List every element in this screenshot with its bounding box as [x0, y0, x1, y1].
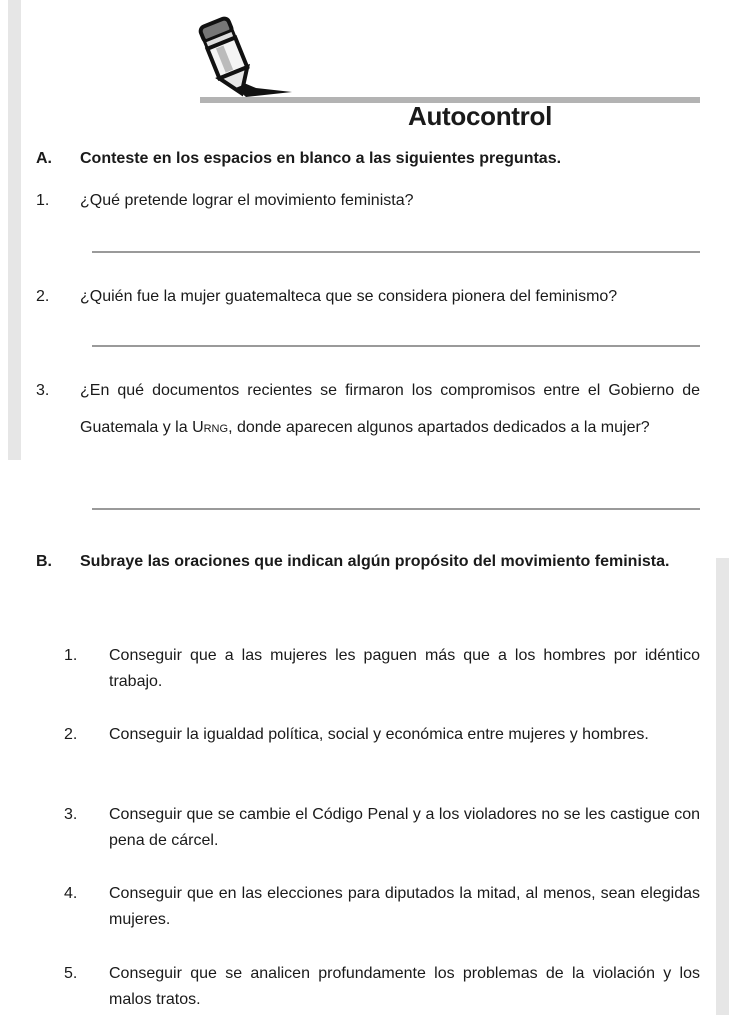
statement-number: 5.: [64, 965, 78, 982]
page-title: Autocontrol: [407, 101, 552, 131]
question-number: 1.: [36, 192, 50, 209]
question-number: 2.: [36, 288, 50, 305]
statement-item[interactable]: [64, 722, 700, 748]
answer-line-1[interactable]: [92, 251, 700, 253]
section-b-letter: B.: [36, 553, 52, 570]
statement-text: Conseguir que a las mujeres les paguen más que a los hombres por idéntico trabajo.: [109, 647, 700, 690]
section-a-letter: A.: [36, 150, 52, 167]
statement-number: 2.: [64, 726, 78, 743]
statement-number: 3.: [64, 806, 78, 823]
right-margin-bar: [716, 558, 729, 1015]
statement-number: 1.: [64, 647, 78, 664]
statement-text: Conseguir que en las elecciones para diputados la mitad, al menos, sean elegidas mujeres.: [109, 885, 700, 928]
acronym-urng: Urng: [192, 419, 229, 436]
question-text: ¿Qué pretende lograr el movimiento feminista?: [80, 192, 414, 209]
section-b-instruction: Subraye las oraciones que indican algún propósito del movimiento feminista.: [80, 553, 670, 570]
question-1: [36, 182, 700, 219]
statement-number: 4.: [64, 885, 78, 902]
section-a-instruction: Conteste en los espacios en blanco a las siguientes preguntas.: [80, 150, 562, 167]
question-number: 3.: [36, 382, 50, 399]
pencil-icon: [196, 12, 296, 100]
statement-text: Conseguir que se analicen profundamente los problemas de la violación y los malos tratos.: [109, 965, 700, 1008]
section-a-heading: [36, 145, 700, 172]
question-text-part: ¿En qué documentos recientes se firmaron los compromisos entre el Gobierno de Guatemala y la: [80, 382, 700, 436]
question-text: ¿Quién fue la mujer guatemalteca que se considera pionera del feminismo?: [80, 288, 618, 305]
question-text-part: , donde aparecen algunos apartados dedicados a la mujer?: [228, 419, 650, 436]
statement-item[interactable]: [64, 643, 700, 695]
statement-text: Conseguir la igualdad política, social y económica entre mujeres y hombres.: [109, 726, 649, 743]
answer-line-2[interactable]: [92, 345, 700, 347]
statement-item[interactable]: [64, 802, 700, 854]
question-2: [36, 278, 700, 315]
statement-item[interactable]: [64, 961, 700, 1013]
left-margin-bar: [8, 0, 21, 460]
answer-line-3[interactable]: [92, 508, 700, 510]
question-text: [80, 372, 700, 446]
question-3: [36, 372, 700, 446]
section-b-heading: [36, 548, 700, 575]
statement-item[interactable]: [64, 881, 700, 933]
statement-text: Conseguir que se cambie el Código Penal y a los violadores no se les castigue con pena de cárcel.: [109, 806, 700, 849]
